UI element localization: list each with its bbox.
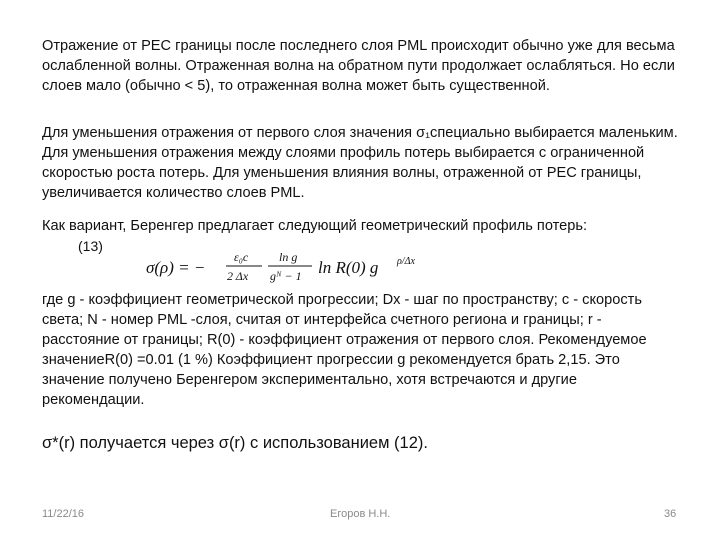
formula-frac2-numerator: ln g — [279, 250, 298, 264]
formula-frac1-denominator: 2 Δx — [227, 269, 249, 283]
equation-number: (13) — [78, 238, 103, 254]
formula-frac1-numerator: ε₀c — [234, 250, 249, 264]
formula-lhs: σ(ρ) = − — [146, 258, 206, 277]
formula-rhs: ln R(0) g — [318, 258, 379, 277]
loss-profile-formula — [146, 246, 446, 288]
paragraph-pec-reflection: Отражение от PEC границы после последнего слоя PML происходит обычно уже для весьма ослабленной волны. Отраженная волна на обратном пути продолжает ослабляться. Но если слоев мало (обычно < 5), то отраженная волна может быть существенной. — [42, 38, 675, 94]
formula-exponent: ρ/Δx — [397, 256, 415, 267]
paragraph-parameter-definitions: где g - коэффициент геометрической прогрессии; Dx - шаг по пространству; c - скорость света; N - номер PML -слоя, считая от интерфейса счетного региона и границы; r - расстояние от границы; R(0) - коэффициент отражения от первого слоя. Рекомендуемое значениеR(0) =0.01 (1 %) Коэффициент прогрессии g рекомендуется брать 2,15. Это значение получено Беренгером экспериментально, хотя встречаются и другие рекомендации. — [42, 292, 647, 408]
formula-frac2-denominator: gᴺ − 1 — [270, 269, 302, 283]
footer-date: 11/22/16 — [42, 508, 85, 520]
footer-author: Егоров Н.Н. — [330, 508, 391, 520]
footer-page-number: 36 — [664, 508, 677, 520]
paragraph-berenger-profile: Как вариант, Беренгер предлагает следующий геометрический профиль потерь: — [42, 218, 588, 234]
paragraph-sigma-star: σ*(r) получается через σ(r) с использованием (12). — [42, 434, 428, 452]
paragraph-reduce-reflection: Для уменьшения отражения от первого слоя значения σ₁специально выбирается маленьким. Для уменьшения отражения между слоями профиль потерь выбирается с ограниченной скоростью роста потерь. Для уменьшения влияния волны, отраженной от PEC границы, увеличивается количество слоев PML. — [42, 125, 678, 201]
